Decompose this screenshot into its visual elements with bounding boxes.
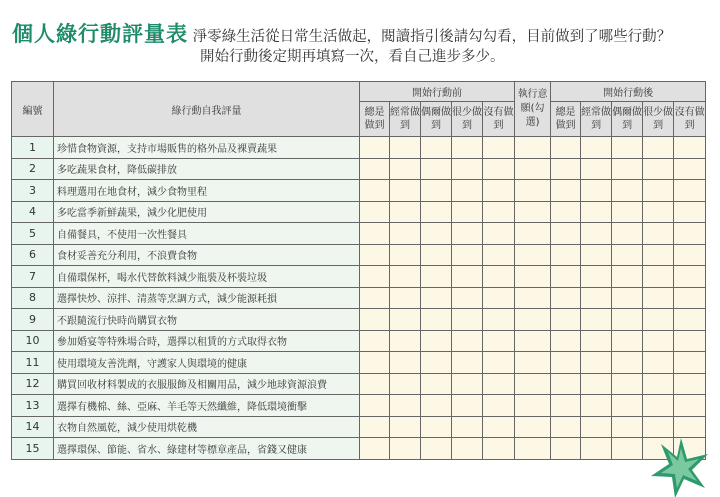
after-checkbox-cell[interactable] — [674, 244, 706, 266]
before-checkbox-cell[interactable] — [452, 223, 483, 245]
table-row — [12, 158, 706, 180]
before-checkbox-cell[interactable] — [421, 395, 452, 417]
before-checkbox-cell[interactable] — [390, 201, 421, 223]
row-number: 5 — [12, 223, 54, 245]
before-checkbox-cell[interactable] — [421, 137, 452, 159]
row-action-text: 選擇環保、節能、省水、綠建材等標章產品，省錢又健康 — [54, 438, 360, 460]
before-checkbox-cell[interactable] — [483, 137, 515, 159]
after-checkbox-cell[interactable] — [612, 352, 643, 374]
before-checkbox-cell[interactable] — [360, 352, 390, 374]
header-action: 綠行動自我評量 — [54, 82, 360, 137]
after-checkbox-cell[interactable] — [674, 330, 706, 352]
table-row — [12, 373, 706, 395]
before-checkbox-cell[interactable] — [360, 158, 390, 180]
after-checkbox-cell[interactable] — [581, 438, 612, 460]
after-checkbox-cell[interactable] — [612, 180, 643, 202]
after-checkbox-cell[interactable] — [551, 309, 581, 331]
before-checkbox-cell[interactable] — [452, 373, 483, 395]
after-checkbox-cell[interactable] — [643, 330, 674, 352]
after-checkbox-cell[interactable] — [581, 395, 612, 417]
table-row — [12, 309, 706, 331]
header-frequency-before-3: 偶爾做到 — [421, 102, 452, 137]
after-checkbox-cell[interactable] — [643, 244, 674, 266]
after-checkbox-cell[interactable] — [612, 137, 643, 159]
after-checkbox-cell[interactable] — [674, 137, 706, 159]
after-checkbox-cell[interactable] — [674, 395, 706, 417]
after-checkbox-cell[interactable] — [674, 373, 706, 395]
before-checkbox-cell[interactable] — [360, 244, 390, 266]
assessment-table — [11, 81, 706, 460]
before-checkbox-cell[interactable] — [390, 309, 421, 331]
after-checkbox-cell[interactable] — [551, 137, 581, 159]
page-title: 個人綠行動評量表 — [12, 22, 188, 46]
after-checkbox-cell[interactable] — [581, 330, 612, 352]
before-checkbox-cell[interactable] — [390, 352, 421, 374]
before-checkbox-cell[interactable] — [452, 352, 483, 374]
table-row — [12, 180, 706, 202]
row-action-text: 選擇有機棉、絲、亞麻、羊毛等天然纖維，降低環境衝擊 — [54, 395, 360, 417]
before-checkbox-cell[interactable] — [452, 137, 483, 159]
row-number: 6 — [12, 244, 54, 266]
before-checkbox-cell[interactable] — [452, 416, 483, 438]
before-checkbox-cell[interactable] — [452, 201, 483, 223]
after-checkbox-cell[interactable] — [612, 266, 643, 288]
before-checkbox-cell[interactable] — [483, 158, 515, 180]
row-action-text: 參加婚宴等特殊場合時，選擇以租賃的方式取得衣物 — [54, 330, 360, 352]
plan-checkbox-cell[interactable] — [515, 287, 551, 309]
row-number: 15 — [12, 438, 54, 460]
table-row — [12, 330, 706, 352]
green-leaf-star-icon — [642, 432, 720, 497]
after-checkbox-cell[interactable] — [612, 416, 643, 438]
before-checkbox-cell[interactable] — [390, 244, 421, 266]
after-checkbox-cell[interactable] — [612, 438, 643, 460]
after-checkbox-cell[interactable] — [612, 244, 643, 266]
before-checkbox-cell[interactable] — [421, 352, 452, 374]
row-number: 2 — [12, 158, 54, 180]
after-checkbox-cell[interactable] — [551, 416, 581, 438]
header-group-before: 開始行動前 — [360, 82, 515, 102]
after-checkbox-cell[interactable] — [674, 352, 706, 374]
table-header — [12, 82, 706, 137]
after-checkbox-cell[interactable] — [643, 287, 674, 309]
plan-checkbox-cell[interactable] — [515, 223, 551, 245]
plan-checkbox-cell[interactable] — [515, 352, 551, 374]
before-checkbox-cell[interactable] — [360, 137, 390, 159]
before-checkbox-cell[interactable] — [483, 266, 515, 288]
row-number: 3 — [12, 180, 54, 202]
before-checkbox-cell[interactable] — [360, 330, 390, 352]
before-checkbox-cell[interactable] — [421, 223, 452, 245]
row-action-text: 使用環境友善洗劑，守護家人與環境的健康 — [54, 352, 360, 374]
table-row — [12, 438, 706, 460]
before-checkbox-cell[interactable] — [421, 158, 452, 180]
before-checkbox-cell[interactable] — [421, 330, 452, 352]
plan-checkbox-cell[interactable] — [515, 309, 551, 331]
row-action-text: 自備環保杯，喝水代替飲料減少瓶裝及杯裝垃圾 — [54, 266, 360, 288]
row-number: 4 — [12, 201, 54, 223]
before-checkbox-cell[interactable] — [483, 416, 515, 438]
before-checkbox-cell[interactable] — [390, 223, 421, 245]
before-checkbox-cell[interactable] — [360, 395, 390, 417]
header-frequency-after-1: 總是做到 — [551, 102, 581, 137]
before-checkbox-cell[interactable] — [483, 223, 515, 245]
row-number: 1 — [12, 137, 54, 159]
header-frequency-before-1: 總是做到 — [360, 102, 390, 137]
before-checkbox-cell[interactable] — [390, 266, 421, 288]
after-checkbox-cell[interactable] — [643, 158, 674, 180]
before-checkbox-cell[interactable] — [452, 309, 483, 331]
row-action-text: 衣物自然風乾，減少使用烘乾機 — [54, 416, 360, 438]
before-checkbox-cell[interactable] — [452, 438, 483, 460]
table-body — [12, 137, 706, 460]
before-checkbox-cell[interactable] — [452, 180, 483, 202]
before-checkbox-cell[interactable] — [452, 158, 483, 180]
after-checkbox-cell[interactable] — [581, 180, 612, 202]
after-checkbox-cell[interactable] — [612, 201, 643, 223]
after-checkbox-cell[interactable] — [581, 373, 612, 395]
plan-checkbox-cell[interactable] — [515, 244, 551, 266]
before-checkbox-cell[interactable] — [390, 158, 421, 180]
after-checkbox-cell[interactable] — [581, 309, 612, 331]
before-checkbox-cell[interactable] — [390, 330, 421, 352]
after-checkbox-cell[interactable] — [551, 395, 581, 417]
before-checkbox-cell[interactable] — [483, 287, 515, 309]
before-checkbox-cell[interactable] — [360, 309, 390, 331]
row-number: 7 — [12, 266, 54, 288]
header-plan — [515, 82, 551, 137]
header-group-after: 開始行動後 — [551, 82, 706, 102]
header-frequency-before-5: 沒有做到 — [483, 102, 515, 137]
row-action-text: 自備餐具，不使用一次性餐具 — [54, 223, 360, 245]
after-checkbox-cell[interactable] — [581, 266, 612, 288]
row-number: 9 — [12, 309, 54, 331]
before-checkbox-cell[interactable] — [390, 373, 421, 395]
table-row — [12, 266, 706, 288]
after-checkbox-cell[interactable] — [551, 158, 581, 180]
before-checkbox-cell[interactable] — [390, 416, 421, 438]
table-row — [12, 223, 706, 245]
header-number: 編號 — [12, 82, 54, 137]
row-number: 12 — [12, 373, 54, 395]
after-checkbox-cell[interactable] — [643, 266, 674, 288]
after-checkbox-cell[interactable] — [674, 158, 706, 180]
header-frequency-after-2: 經常做到 — [581, 102, 612, 137]
after-checkbox-cell[interactable] — [551, 287, 581, 309]
before-checkbox-cell[interactable] — [483, 244, 515, 266]
before-checkbox-cell[interactable] — [452, 266, 483, 288]
after-checkbox-cell[interactable] — [551, 244, 581, 266]
after-checkbox-cell[interactable] — [612, 395, 643, 417]
plan-checkbox-cell[interactable] — [515, 180, 551, 202]
before-checkbox-cell[interactable] — [452, 395, 483, 417]
before-checkbox-cell[interactable] — [483, 395, 515, 417]
after-checkbox-cell[interactable] — [551, 373, 581, 395]
after-checkbox-cell[interactable] — [551, 266, 581, 288]
before-checkbox-cell[interactable] — [483, 438, 515, 460]
row-action-text: 多吃當季新鮮蔬果，減少化肥使用 — [54, 201, 360, 223]
after-checkbox-cell[interactable] — [551, 223, 581, 245]
table-row — [12, 137, 706, 159]
row-action-text: 料理選用在地食材，減少食物里程 — [54, 180, 360, 202]
after-checkbox-cell[interactable] — [643, 137, 674, 159]
after-checkbox-cell[interactable] — [643, 395, 674, 417]
row-action-text: 珍惜食物資源，支持市場販售的格外品及裸賣蔬果 — [54, 137, 360, 159]
after-checkbox-cell[interactable] — [551, 201, 581, 223]
after-checkbox-cell[interactable] — [581, 352, 612, 374]
after-checkbox-cell[interactable] — [674, 201, 706, 223]
table-row — [12, 244, 706, 266]
table-row — [12, 287, 706, 309]
header-frequency-after-5: 沒有做到 — [674, 102, 706, 137]
before-checkbox-cell[interactable] — [452, 244, 483, 266]
after-checkbox-cell[interactable] — [581, 287, 612, 309]
before-checkbox-cell[interactable] — [483, 352, 515, 374]
after-checkbox-cell[interactable] — [581, 158, 612, 180]
before-checkbox-cell[interactable] — [390, 287, 421, 309]
before-checkbox-cell[interactable] — [360, 416, 390, 438]
after-checkbox-cell[interactable] — [581, 416, 612, 438]
after-checkbox-cell[interactable] — [612, 309, 643, 331]
row-action-text: 不跟隨流行快時尚購買衣物 — [54, 309, 360, 331]
row-action-text: 購買回收材料製成的衣服服飾及相關用品，減少地球資源浪費 — [54, 373, 360, 395]
before-checkbox-cell[interactable] — [421, 266, 452, 288]
before-checkbox-cell[interactable] — [360, 438, 390, 460]
before-checkbox-cell[interactable] — [360, 266, 390, 288]
before-checkbox-cell[interactable] — [421, 244, 452, 266]
before-checkbox-cell[interactable] — [390, 395, 421, 417]
after-checkbox-cell[interactable] — [581, 201, 612, 223]
plan-checkbox-cell[interactable] — [515, 416, 551, 438]
plan-checkbox-cell[interactable] — [515, 266, 551, 288]
table-row — [12, 201, 706, 223]
before-checkbox-cell[interactable] — [483, 180, 515, 202]
before-checkbox-cell[interactable] — [360, 373, 390, 395]
header-frequency-before-2: 經常做到 — [390, 102, 421, 137]
row-action-text: 多吃蔬果食材，降低碳排放 — [54, 158, 360, 180]
row-action-text: 食材妥善充分利用，不浪費食物 — [54, 244, 360, 266]
plan-checkbox-cell[interactable] — [515, 373, 551, 395]
plan-checkbox-cell[interactable] — [515, 137, 551, 159]
after-checkbox-cell[interactable] — [674, 266, 706, 288]
table-row — [12, 416, 706, 438]
header-line-1 — [12, 18, 712, 48]
before-checkbox-cell[interactable] — [390, 137, 421, 159]
before-checkbox-cell[interactable] — [360, 201, 390, 223]
table-row — [12, 395, 706, 417]
plan-checkbox-cell[interactable] — [515, 158, 551, 180]
after-checkbox-cell[interactable] — [674, 180, 706, 202]
after-checkbox-cell[interactable] — [581, 137, 612, 159]
after-checkbox-cell[interactable] — [612, 158, 643, 180]
header-frequency-before-4: 很少做到 — [452, 102, 483, 137]
after-checkbox-cell[interactable] — [551, 438, 581, 460]
after-checkbox-cell[interactable] — [551, 352, 581, 374]
page-header — [12, 18, 712, 65]
before-checkbox-cell[interactable] — [360, 287, 390, 309]
header-frequency-after-4: 很少做到 — [643, 102, 674, 137]
after-checkbox-cell[interactable] — [643, 180, 674, 202]
before-checkbox-cell[interactable] — [421, 287, 452, 309]
after-checkbox-cell[interactable] — [612, 330, 643, 352]
plan-checkbox-cell[interactable] — [515, 201, 551, 223]
after-checkbox-cell[interactable] — [643, 201, 674, 223]
after-checkbox-cell[interactable] — [581, 223, 612, 245]
before-checkbox-cell[interactable] — [360, 180, 390, 202]
row-number: 14 — [12, 416, 54, 438]
before-checkbox-cell[interactable] — [421, 416, 452, 438]
row-number: 8 — [12, 287, 54, 309]
after-checkbox-cell[interactable] — [674, 287, 706, 309]
intro-text-line-1: 淨零綠生活從日常生活做起，閱讀指引後請勾勾看，目前做到了哪些行動？ — [188, 29, 672, 45]
before-checkbox-cell[interactable] — [360, 223, 390, 245]
table-row — [12, 352, 706, 374]
after-checkbox-cell[interactable] — [674, 223, 706, 245]
before-checkbox-cell[interactable] — [421, 309, 452, 331]
after-checkbox-cell[interactable] — [612, 287, 643, 309]
plan-checkbox-cell[interactable] — [515, 395, 551, 417]
before-checkbox-cell[interactable] — [390, 180, 421, 202]
after-checkbox-cell[interactable] — [643, 223, 674, 245]
before-checkbox-cell[interactable] — [421, 373, 452, 395]
after-checkbox-cell[interactable] — [551, 330, 581, 352]
after-checkbox-cell[interactable] — [643, 352, 674, 374]
plan-checkbox-cell[interactable] — [515, 438, 551, 460]
after-checkbox-cell[interactable] — [643, 309, 674, 331]
before-checkbox-cell[interactable] — [483, 201, 515, 223]
before-checkbox-cell[interactable] — [452, 287, 483, 309]
before-checkbox-cell[interactable] — [483, 309, 515, 331]
before-checkbox-cell[interactable] — [421, 180, 452, 202]
after-checkbox-cell[interactable] — [612, 223, 643, 245]
plan-checkbox-cell[interactable] — [515, 330, 551, 352]
header-plan-label: 執行意願(勾選) — [517, 89, 548, 128]
before-checkbox-cell[interactable] — [421, 438, 452, 460]
before-checkbox-cell[interactable] — [452, 330, 483, 352]
row-action-text: 選擇快炒、涼拌、清蒸等烹調方式，減少能源耗損 — [54, 287, 360, 309]
after-checkbox-cell[interactable] — [643, 373, 674, 395]
row-number: 11 — [12, 352, 54, 374]
after-checkbox-cell[interactable] — [674, 309, 706, 331]
row-number: 13 — [12, 395, 54, 417]
after-checkbox-cell[interactable] — [551, 180, 581, 202]
after-checkbox-cell[interactable] — [581, 244, 612, 266]
before-checkbox-cell[interactable] — [390, 438, 421, 460]
before-checkbox-cell[interactable] — [483, 330, 515, 352]
row-number: 10 — [12, 330, 54, 352]
intro-text-line-2: 開始行動後定期再填寫一次，看自己進步多少。 — [200, 49, 505, 65]
header-frequency-after-3: 偶爾做到 — [612, 102, 643, 137]
before-checkbox-cell[interactable] — [483, 373, 515, 395]
before-checkbox-cell[interactable] — [421, 201, 452, 223]
after-checkbox-cell[interactable] — [612, 373, 643, 395]
